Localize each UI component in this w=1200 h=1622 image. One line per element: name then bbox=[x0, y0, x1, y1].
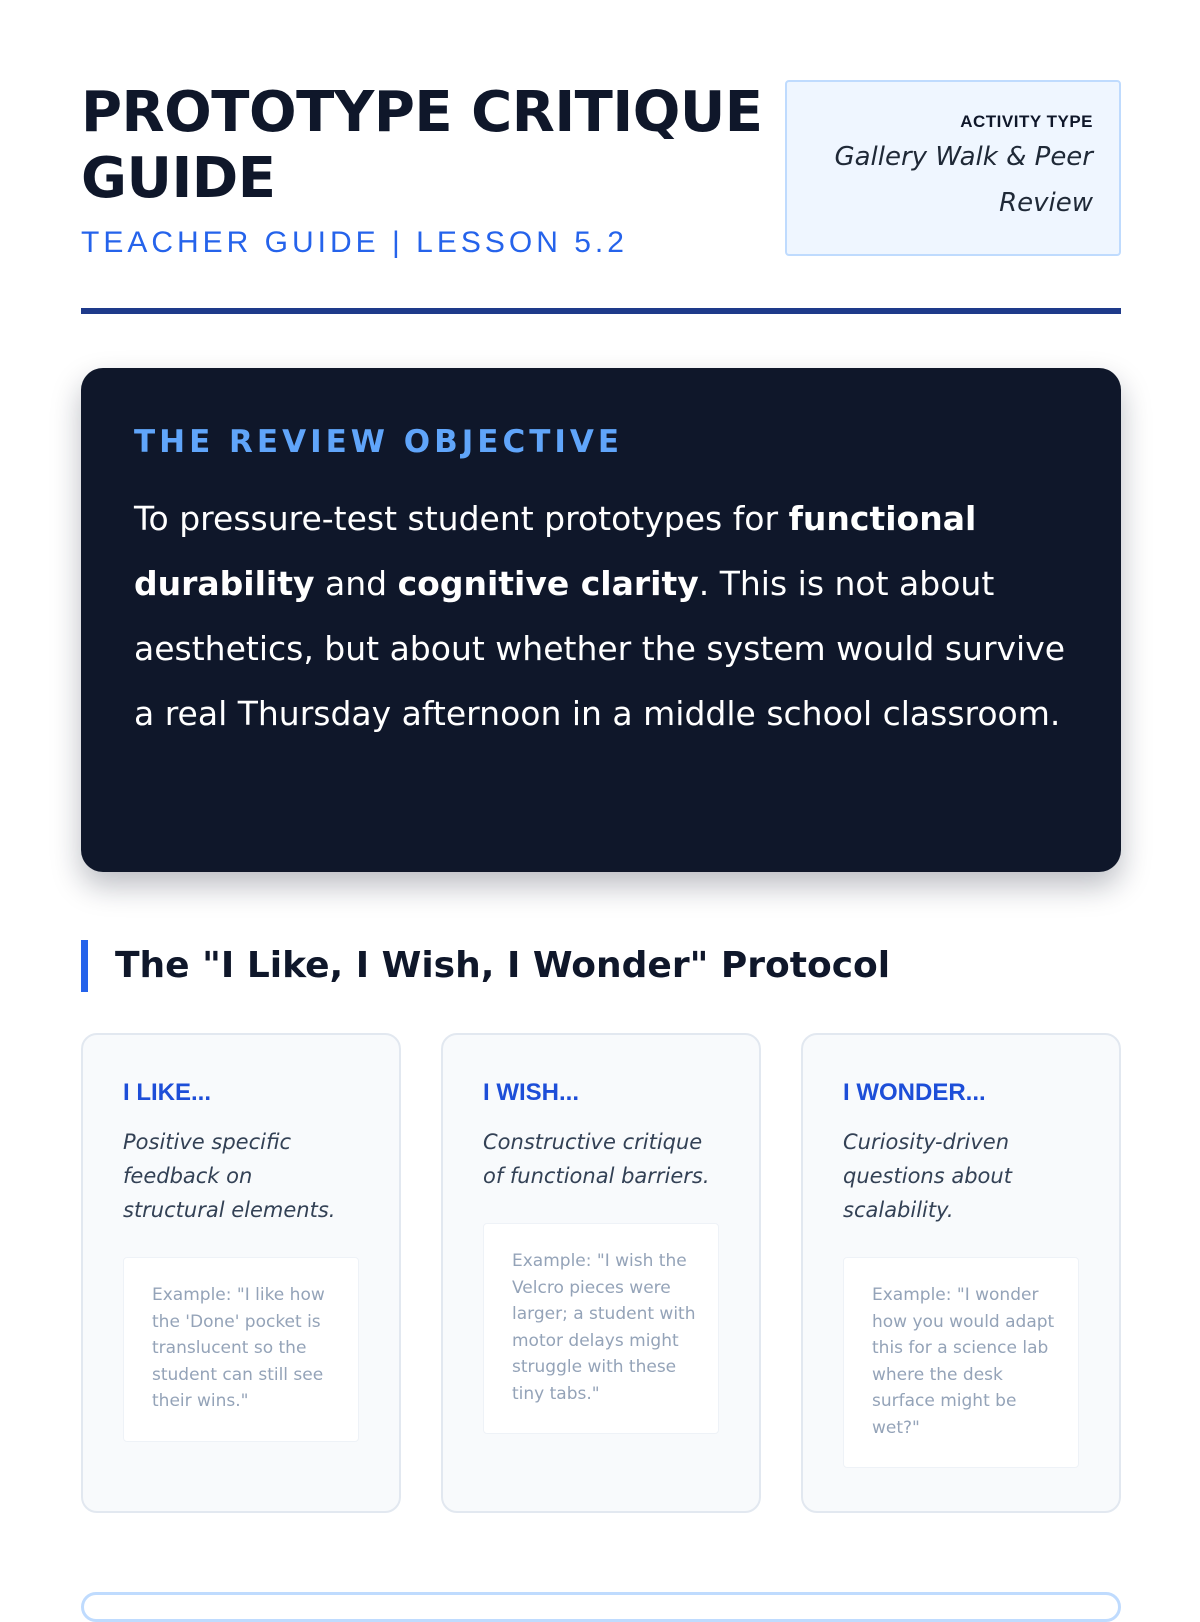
card-title: I WISH... bbox=[483, 1079, 579, 1106]
card-example: Example: "I wonder how you would adapt this for a science lab where the desk surface might be wet?" bbox=[843, 1257, 1079, 1468]
objective-label: THE REVIEW OBJECTIVE bbox=[134, 424, 624, 460]
objective-text-part: and bbox=[314, 564, 398, 603]
card-example: Example: "I wish the Velcro pieces were larger; a student with motor delays might struggle with these tiny tabs." bbox=[483, 1223, 719, 1434]
objective-text bbox=[134, 486, 1069, 746]
protocol-cards bbox=[81, 1033, 1121, 1513]
protocol-card-like bbox=[81, 1033, 401, 1513]
activity-type-box bbox=[785, 80, 1121, 256]
objective-text-part: . This is not about aesthetics, but about whether the system would survive a real Thursday afternoon in a middle school classroom. bbox=[134, 564, 1066, 733]
card-description: Curiosity-driven questions about scalability. bbox=[843, 1130, 1012, 1222]
review-objective-panel bbox=[81, 368, 1121, 872]
critique-guide-page bbox=[81, 0, 1121, 1438]
page-header bbox=[81, 0, 1121, 320]
card-example: Example: "I like how the 'Done' pocket is translucent so the student can still see their wins." bbox=[123, 1257, 359, 1442]
next-section-edge bbox=[81, 1592, 1121, 1622]
card-description: Positive specific feedback on structural elements. bbox=[123, 1130, 336, 1222]
card-title: I LIKE... bbox=[123, 1079, 212, 1106]
card-title: I WONDER... bbox=[843, 1079, 986, 1106]
header-divider bbox=[81, 308, 1121, 314]
activity-type-label: ACTIVITY TYPE bbox=[960, 112, 1093, 131]
page-subtitle: TEACHER GUIDE | LESSON 5.2 bbox=[81, 226, 628, 259]
activity-type-value: Gallery Walk & Peer Review bbox=[834, 142, 1093, 218]
page-title: PROTOTYPE CRITIQUE GUIDE bbox=[81, 80, 763, 211]
protocol-card-wonder bbox=[801, 1033, 1121, 1513]
card-description: Constructive critique of functional barriers. bbox=[483, 1130, 710, 1188]
objective-emphasis: functional durability bbox=[134, 499, 977, 603]
objective-text-part: To pressure-test student prototypes for bbox=[134, 499, 789, 538]
protocol-heading: The "I Like, I Wish, I Wonder" Protocol bbox=[81, 940, 890, 992]
protocol-card-wish bbox=[441, 1033, 761, 1513]
objective-emphasis: cognitive clarity bbox=[397, 564, 699, 603]
